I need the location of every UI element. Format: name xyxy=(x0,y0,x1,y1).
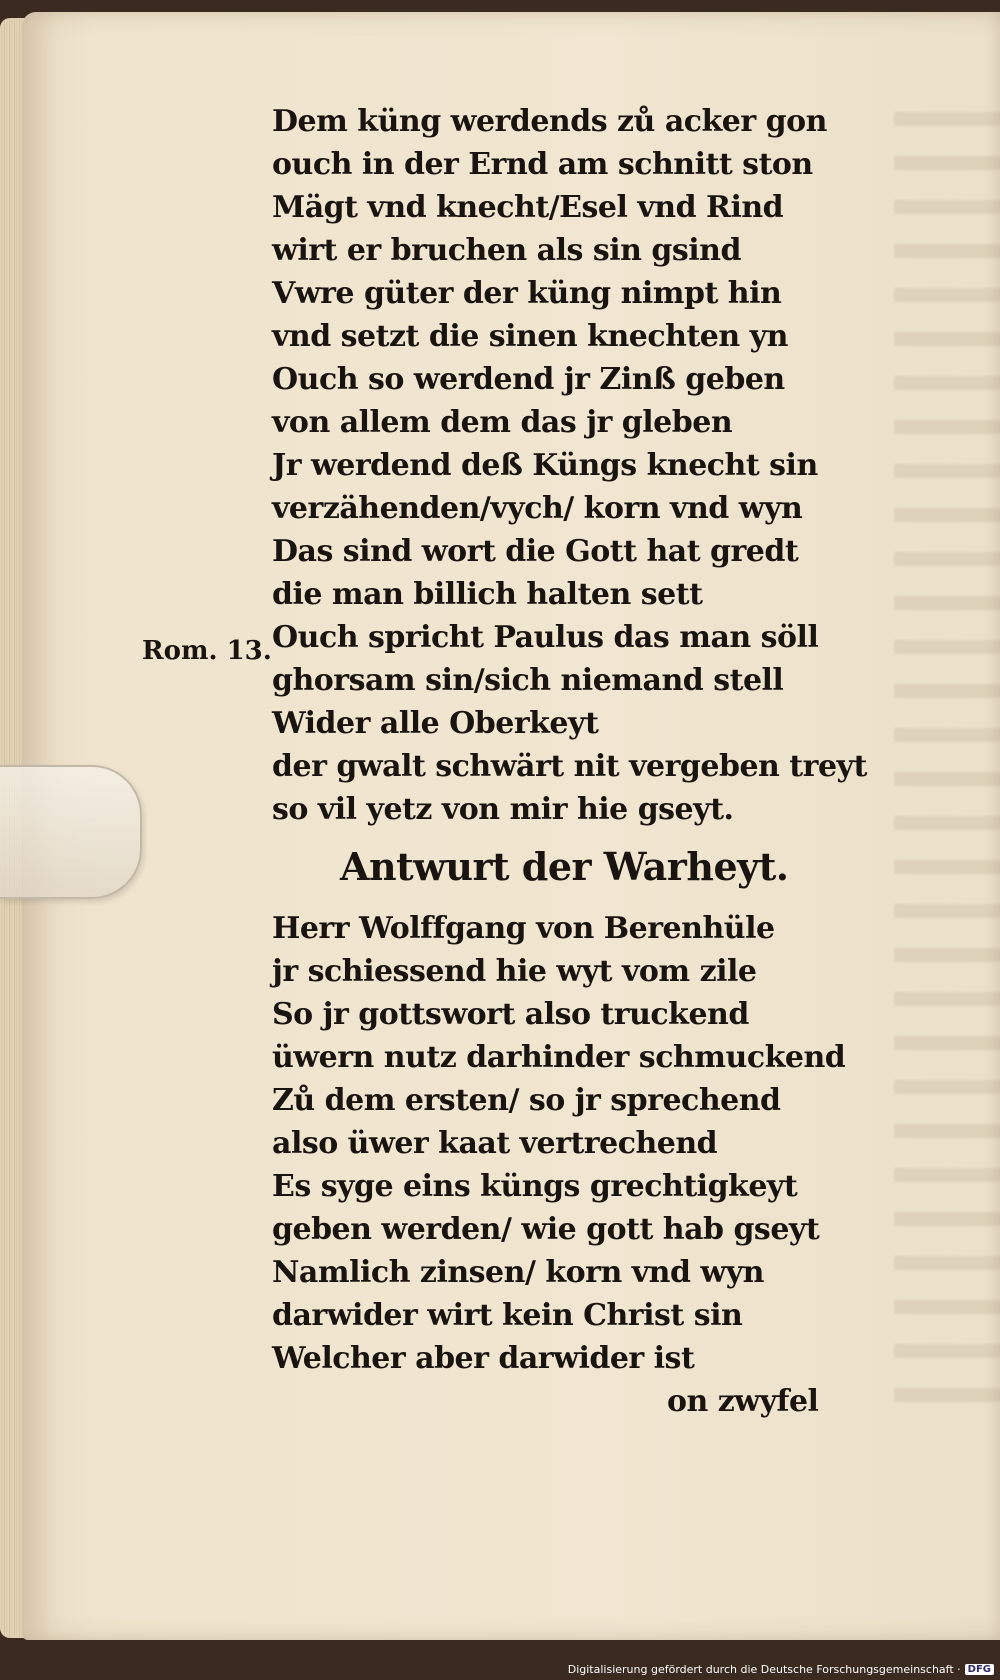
text-line: Ouch spricht Paulus das man söll xyxy=(272,620,819,655)
show-through-text xyxy=(894,112,1000,1412)
text-line: also üwer kaat vertrechend xyxy=(272,1126,718,1161)
text-line: darwider wirt kein Christ sin xyxy=(272,1298,743,1333)
text-line: Jr werdend deß Küngs knecht sin xyxy=(272,448,818,483)
text-block xyxy=(272,100,892,1423)
text-line: Es syge eins küngs grechtigkeyt xyxy=(272,1169,798,1204)
text-line: der gwalt schwärt nit vergeben treyt xyxy=(272,749,867,784)
text-line: Mägt vnd knecht/Esel vnd Rind xyxy=(272,190,784,225)
credit-text: Digitalisierung gefördert durch die Deutsche Forschungsgemeinschaft · xyxy=(567,1663,961,1676)
marginal-note: Rom. 13. xyxy=(142,636,272,666)
dfg-logo: DFG xyxy=(965,1664,994,1675)
text-line: Herr Wolffgang von Berenhüle xyxy=(272,911,775,946)
text-line: üwern nutz darhinder schmuckend xyxy=(272,1040,846,1075)
text-line: Das sind wort die Gott hat gredt xyxy=(272,534,799,569)
digitization-credit xyxy=(568,1663,994,1676)
text-line: so vil yetz von mir hie gseyt. xyxy=(272,792,734,827)
catchword: on zwyfel xyxy=(667,1384,819,1419)
text-line: ghorsam sin/sich niemand stell xyxy=(272,663,784,698)
text-line: wirt er bruchen als sin gsind xyxy=(272,233,741,268)
text-line: ouch in der Ernd am schnitt ston xyxy=(272,147,813,182)
text-line: Ouch so werdend jr Zinß geben xyxy=(272,362,785,397)
text-line: verzähenden/vych/ korn vnd wyn xyxy=(272,491,803,526)
text-line: die man billich halten sett xyxy=(272,577,703,612)
text-line: jr schiessend hie wyt vom zile xyxy=(272,954,757,989)
text-line: von allem dem das jr gleben xyxy=(272,405,733,440)
text-line: vnd setzt die sinen knechten yn xyxy=(272,319,788,354)
section-heading: Antwurt der Warheyt. xyxy=(340,844,789,889)
text-line: Namlich zinsen/ korn vnd wyn xyxy=(272,1255,764,1290)
text-line: So jr gottswort also truckend xyxy=(272,997,749,1032)
text-line: Welcher aber darwider ist xyxy=(272,1341,695,1376)
text-line: geben werden/ wie gott hab gseyt xyxy=(272,1212,820,1247)
text-line: Dem küng werdends zů acker gon xyxy=(272,104,827,139)
page-clip xyxy=(0,765,142,899)
text-line: Wider alle Oberkeyt xyxy=(272,706,599,741)
text-line: Zů dem ersten/ so jr sprechend xyxy=(272,1083,781,1118)
text-line: Vwre güter der küng nimpt hin xyxy=(272,276,782,311)
